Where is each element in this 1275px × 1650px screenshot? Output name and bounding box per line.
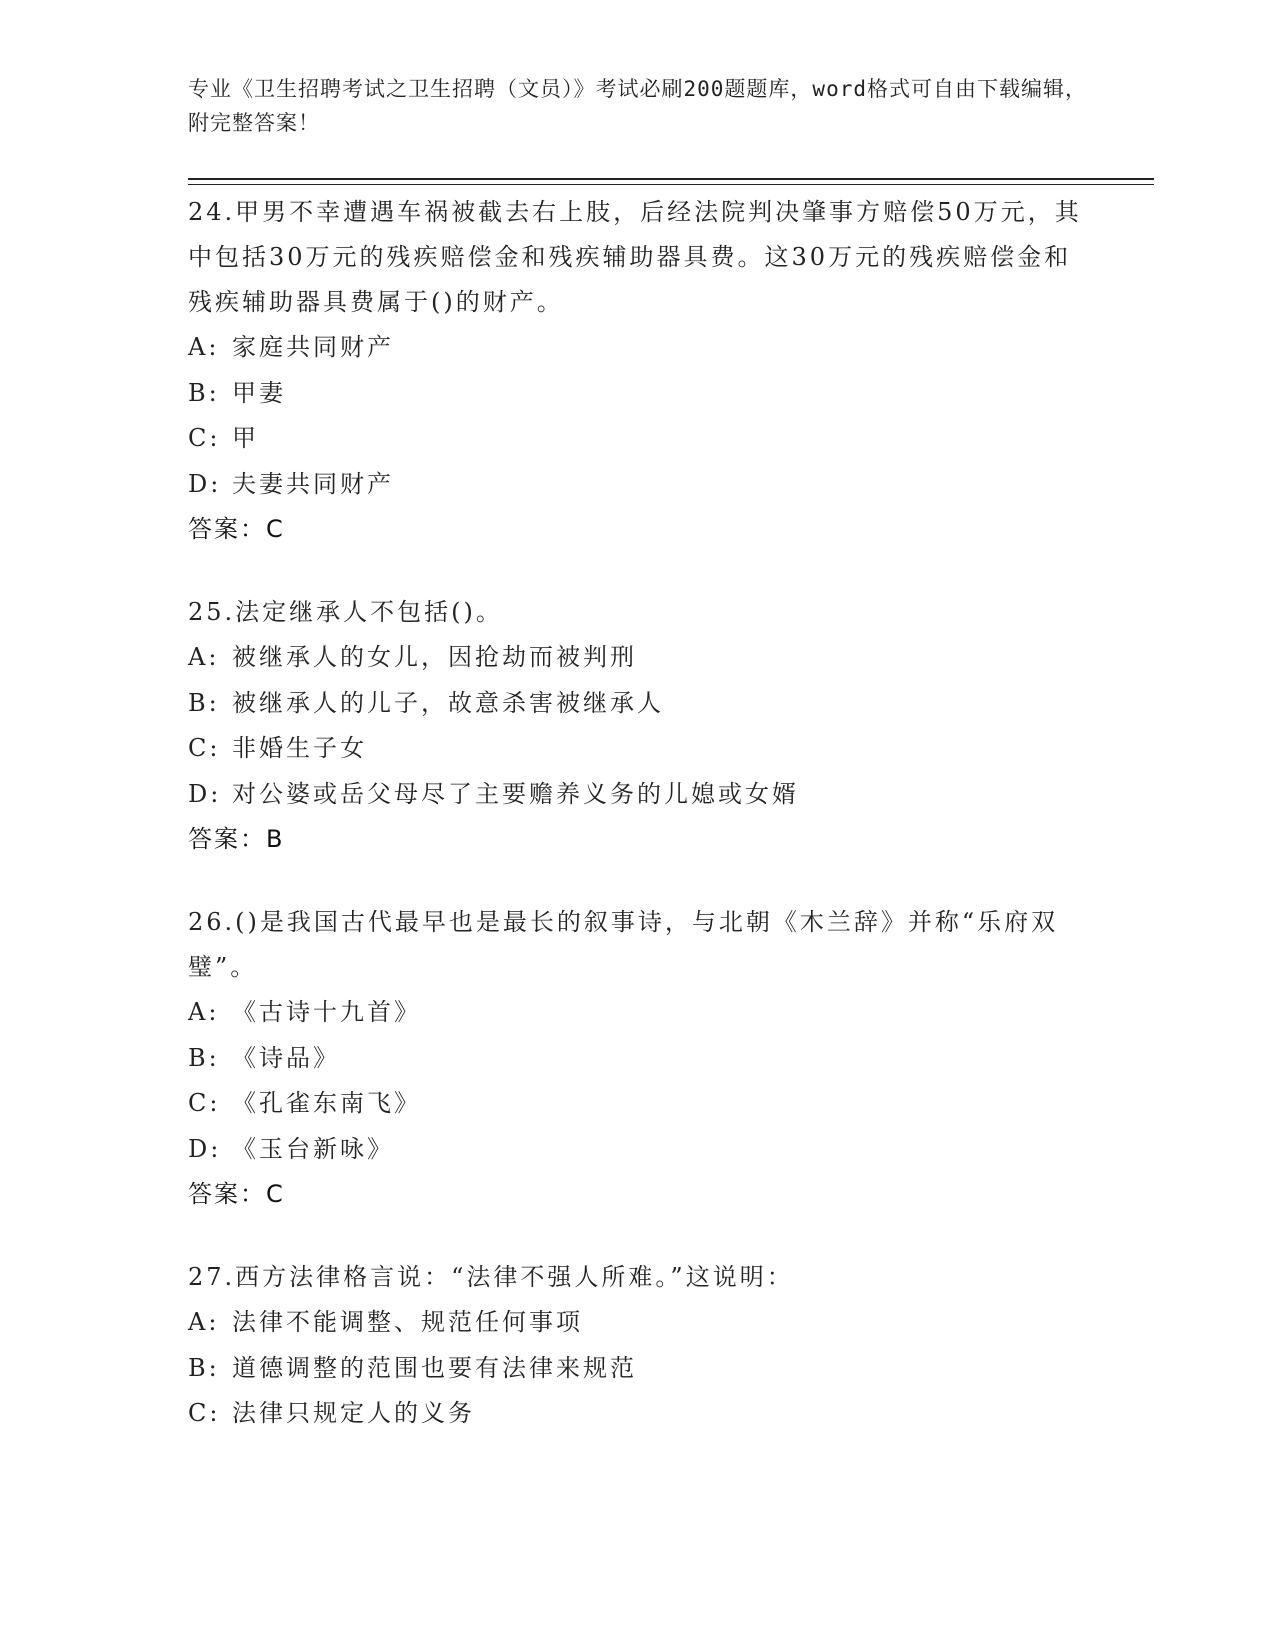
option-b xyxy=(188,681,1088,727)
option-a xyxy=(188,1300,1088,1346)
option-key: C: xyxy=(188,1089,221,1117)
option-text: 法律不能调整、规范任何事项 xyxy=(232,1308,583,1336)
option-text: 被继承人的儿子，故意杀害被继承人 xyxy=(232,688,664,717)
option-text: 夫妻共同财产 xyxy=(232,469,394,498)
option-a xyxy=(188,635,1088,681)
question-stem: 26.()是我国古代最早也是最长的叙事诗，与北朝《木兰辞》并称“乐府双璧”。 xyxy=(188,908,1059,981)
option-a xyxy=(188,990,1088,1036)
option-b xyxy=(188,1346,1088,1392)
document-header: 专业《卫生招聘考试之卫生招聘（文员）》考试必刷200题题库，word格式可自由下载编辑，附完整答案！ xyxy=(188,77,1087,135)
option-text: 道德调整的范围也要有法律来规范 xyxy=(232,1353,637,1382)
option-c xyxy=(188,1391,1088,1437)
option-a xyxy=(188,325,1088,371)
option-d xyxy=(188,772,1088,818)
option-key: D: xyxy=(188,1134,222,1163)
option-text: 家庭共同财产 xyxy=(232,333,394,361)
option-text: 对公婆或岳父母尽了主要赡养义务的儿媳或女婿 xyxy=(232,779,799,808)
option-key: B: xyxy=(188,688,220,717)
option-text: 《玉台新咏》 xyxy=(232,1134,394,1163)
option-b xyxy=(188,1036,1088,1082)
option-c xyxy=(188,1081,1088,1127)
question-item xyxy=(188,900,1088,1217)
option-text: 甲 xyxy=(232,424,259,452)
option-key: B: xyxy=(188,1353,220,1382)
option-key: A: xyxy=(188,1308,220,1336)
option-key: D: xyxy=(188,779,222,808)
option-c xyxy=(188,416,1088,462)
option-d xyxy=(188,1127,1088,1173)
question-item xyxy=(188,190,1088,552)
header-divider-thick xyxy=(188,178,1154,180)
option-key: D: xyxy=(188,469,222,498)
header-divider-thin xyxy=(188,184,1154,185)
answer-line: 答案：C xyxy=(188,515,285,543)
option-text: 非婚生子女 xyxy=(232,734,367,762)
option-key: B: xyxy=(188,1043,220,1072)
option-key: B: xyxy=(188,378,220,407)
question-stem: 27.西方法律格言说：“法律不强人所难。”这说明： xyxy=(188,1263,794,1291)
question-stem: 25.法定继承人不包括()。 xyxy=(188,598,503,626)
option-key: A: xyxy=(188,643,220,671)
question-stem: 24.甲男不幸遭遇车祸被截去右上肢，后经法院判决肇事方赔偿50万元，其中包括30万元的残疾赔偿金和残疾辅助器具费。这30万元的残疾赔偿金和残疾辅助器具费属于()的财产。 xyxy=(188,198,1082,316)
option-key: C: xyxy=(188,734,221,762)
option-c xyxy=(188,726,1088,772)
option-text: 被继承人的女儿，因抢劫而被判刑 xyxy=(232,643,637,671)
option-text: 法律只规定人的义务 xyxy=(232,1399,475,1427)
option-key: A: xyxy=(188,998,220,1026)
option-text: 《诗品》 xyxy=(232,1043,340,1072)
option-d xyxy=(188,462,1088,508)
option-key: C: xyxy=(188,424,221,452)
option-b xyxy=(188,371,1088,417)
option-text: 《古诗十九首》 xyxy=(232,998,421,1026)
option-key: C: xyxy=(188,1399,221,1427)
question-item xyxy=(188,590,1088,862)
option-key: A: xyxy=(188,333,220,361)
answer-line: 答案：C xyxy=(188,1180,285,1208)
option-text: 甲妻 xyxy=(232,378,286,407)
question-list xyxy=(188,190,1088,1475)
question-item xyxy=(188,1255,1088,1437)
option-text: 《孔雀东南飞》 xyxy=(232,1089,421,1117)
answer-line: 答案：B xyxy=(188,825,285,853)
